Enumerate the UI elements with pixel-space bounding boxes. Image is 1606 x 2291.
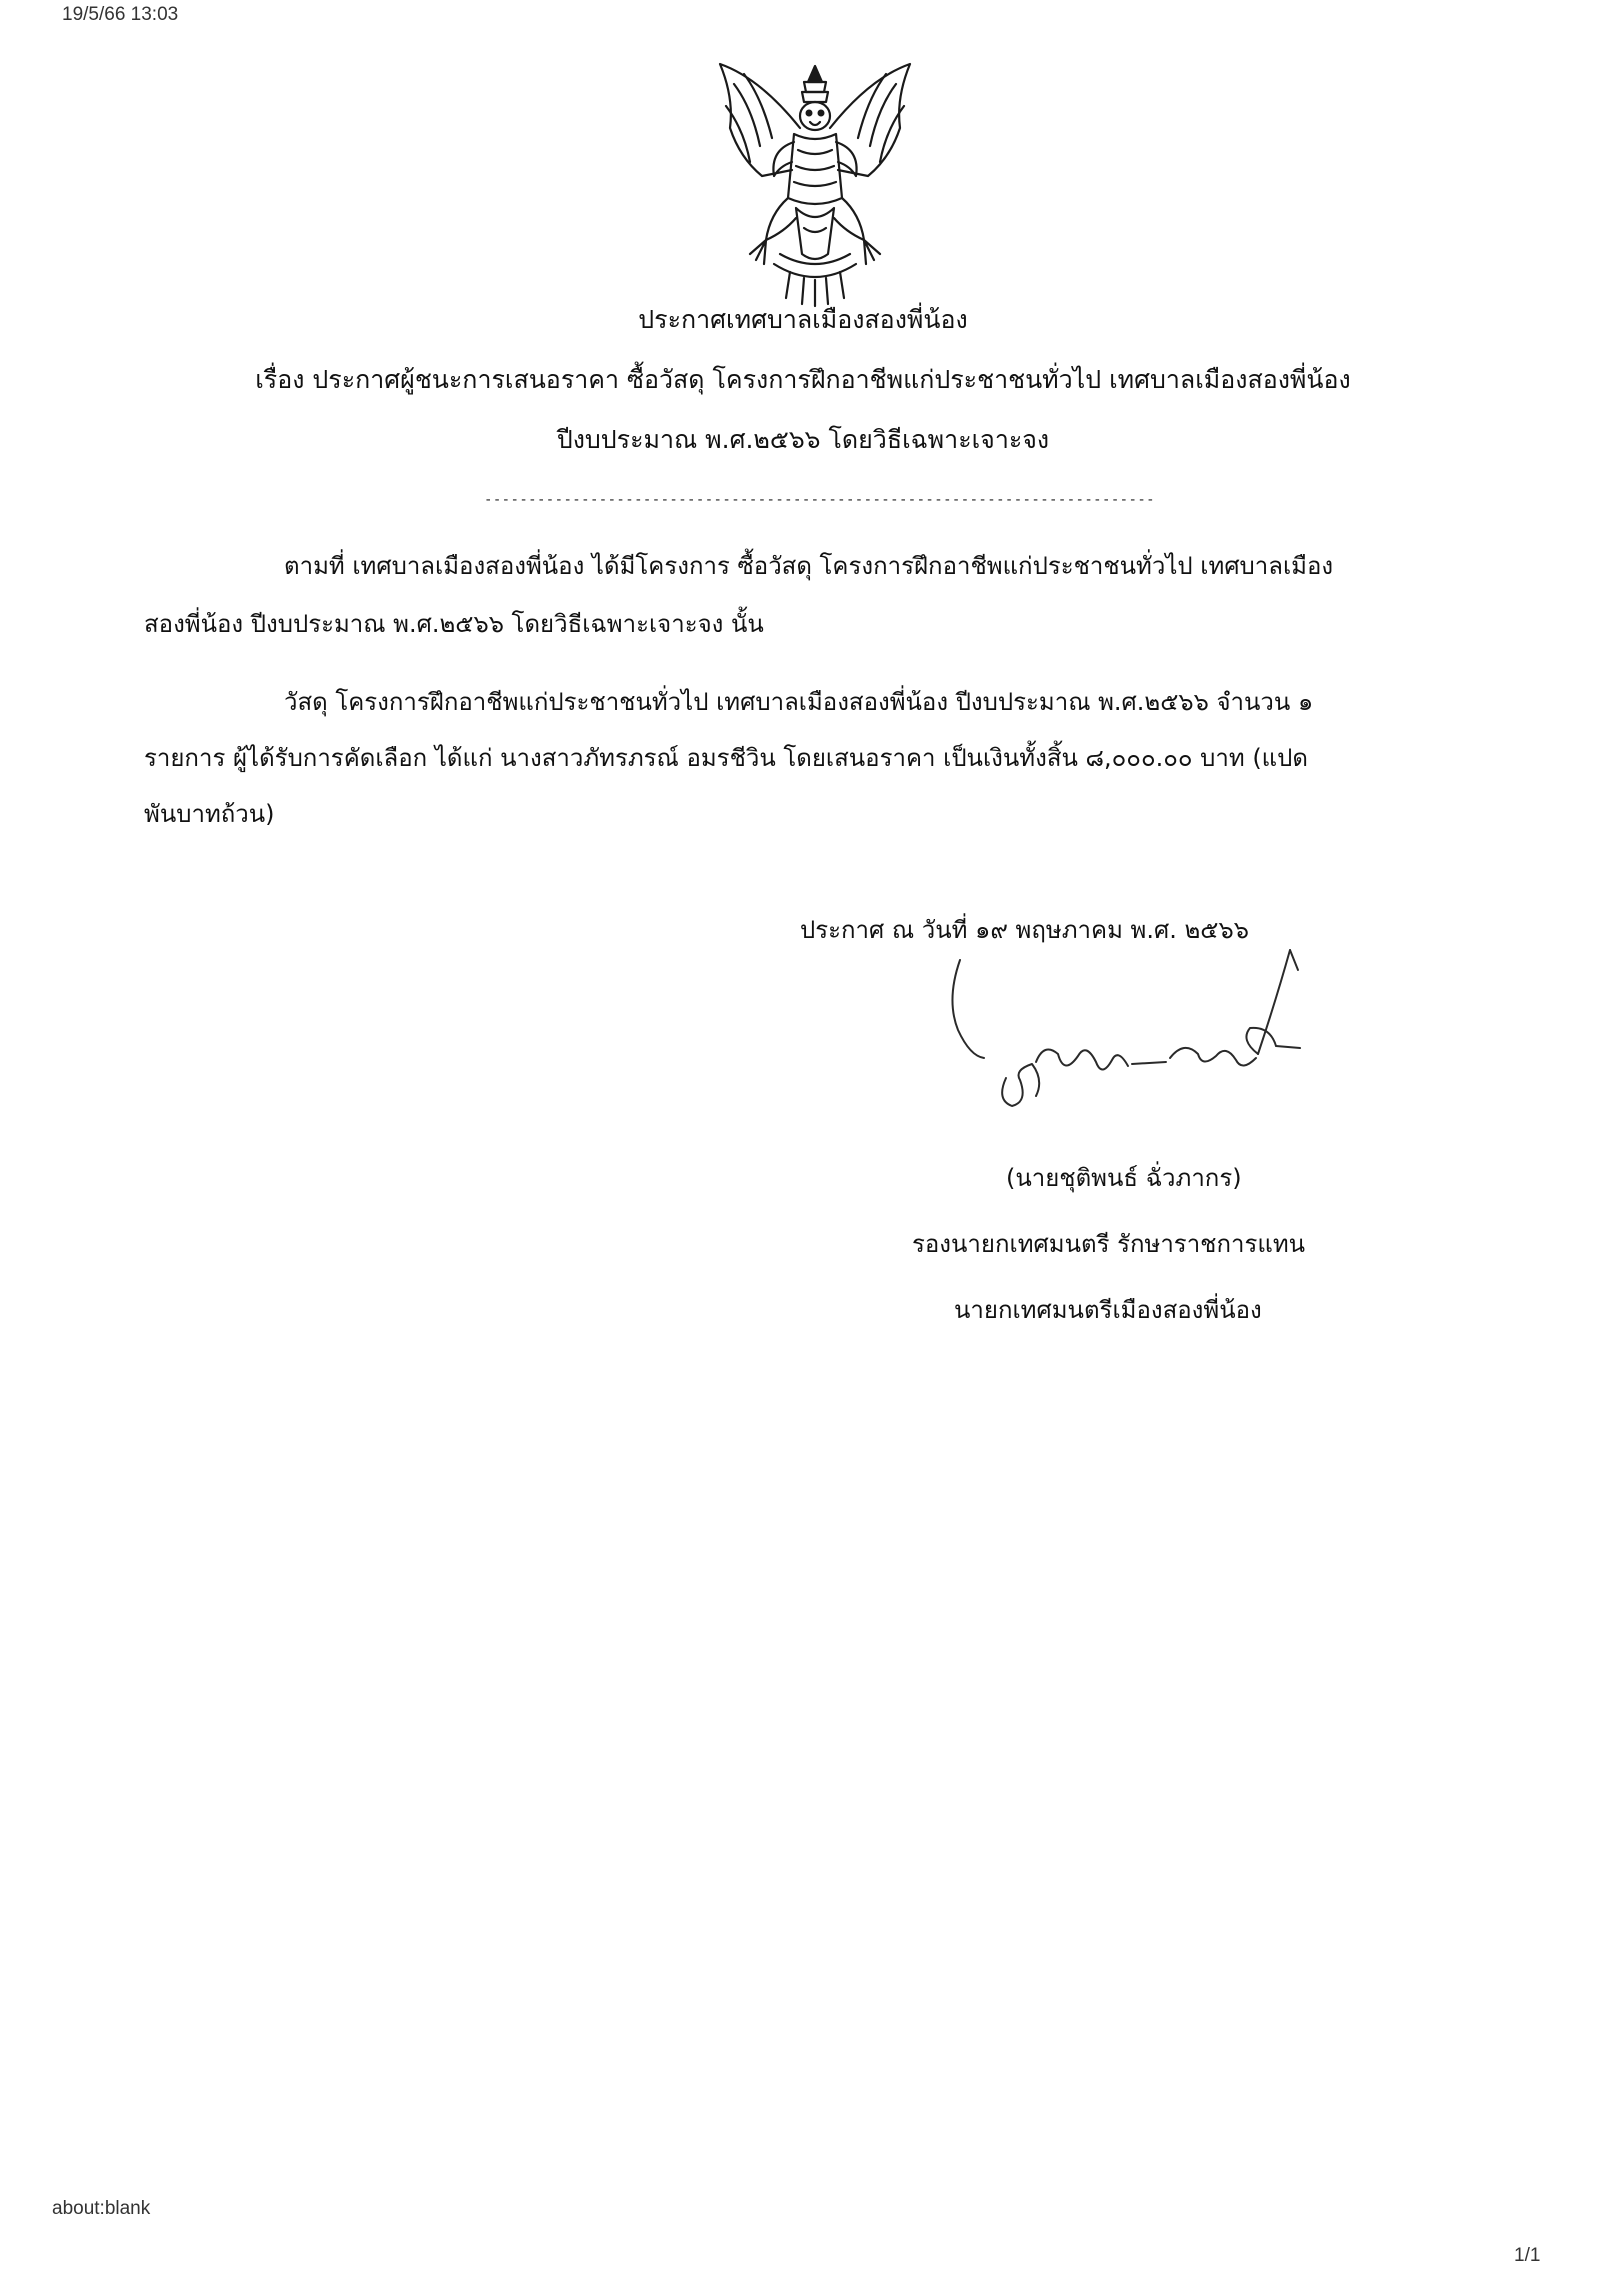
announce-date: ประกาศ ณ วันที่ ๑๙ พฤษภาคม พ.ศ. ๒๕๖๖ — [800, 916, 1249, 944]
paragraph-2-line-1: วัสดุ โครงการฝึกอาชีพแก่ประชาชนทั่วไป เทศบาลเมืองสองพี่น้อง ปีงบประมาณ พ.ศ.๒๕๖๖ จำนวน ๑ — [284, 688, 1314, 716]
subject-line-2: ปีงบประมาณ พ.ศ.๒๕๖๖ โดยวิธีเฉพาะเจาะจง — [556, 425, 1050, 454]
signer-name: (นายชุติพนธ์ ฉั่วภากร) — [1006, 1164, 1242, 1192]
print-footer-page: 1/1 — [1514, 2245, 1541, 2266]
document-title: ประกาศเทศบาลเมืองสองพี่น้อง — [638, 305, 968, 334]
garuda-emblem-icon — [700, 58, 930, 308]
print-footer-url: about:blank — [52, 2198, 151, 2219]
signer-position-2: นายกเทศมนตรีเมืองสองพี่น้อง — [954, 1296, 1262, 1324]
paragraph-1-line-1: ตามที่ เทศบาลเมืองสองพี่น้อง ได้มีโครงการ ซื้อวัสดุ โครงการฝึกอาชีพแก่ประชาชนทั่วไป เทศบาลเมือง — [284, 552, 1334, 580]
divider-line: ---------------------------------------------------------------------------- — [484, 492, 1155, 508]
print-header-datetime: 19/5/66 13:03 — [62, 4, 179, 25]
subject-line-1: เรื่อง ประกาศผู้ชนะการเสนอราคา ซื้อวัสดุ โครงการฝึกอาชีพแก่ประชาชนทั่วไป เทศบาลเมืองสองพี่น้อง — [255, 365, 1351, 394]
paragraph-1-line-2: สองพี่น้อง ปีงบประมาณ พ.ศ.๒๕๖๖ โดยวิธีเฉพาะเจาะจง นั้น — [144, 610, 764, 638]
paragraph-2-line-3: พันบาทถ้วน) — [144, 800, 275, 828]
paragraph-2-line-2: รายการ ผู้ได้รับการคัดเลือก ได้แก่ นางสาวภัทรภรณ์ อมรชีวิน โดยเสนอราคา เป็นเงินทั้งสิ้น ๘,๐๐๐.๐๐ บาท (แปด — [144, 744, 1308, 772]
signer-position-1: รองนายกเทศมนตรี รักษาราชการแทน — [912, 1230, 1306, 1258]
handwritten-signature-icon — [940, 930, 1360, 1130]
